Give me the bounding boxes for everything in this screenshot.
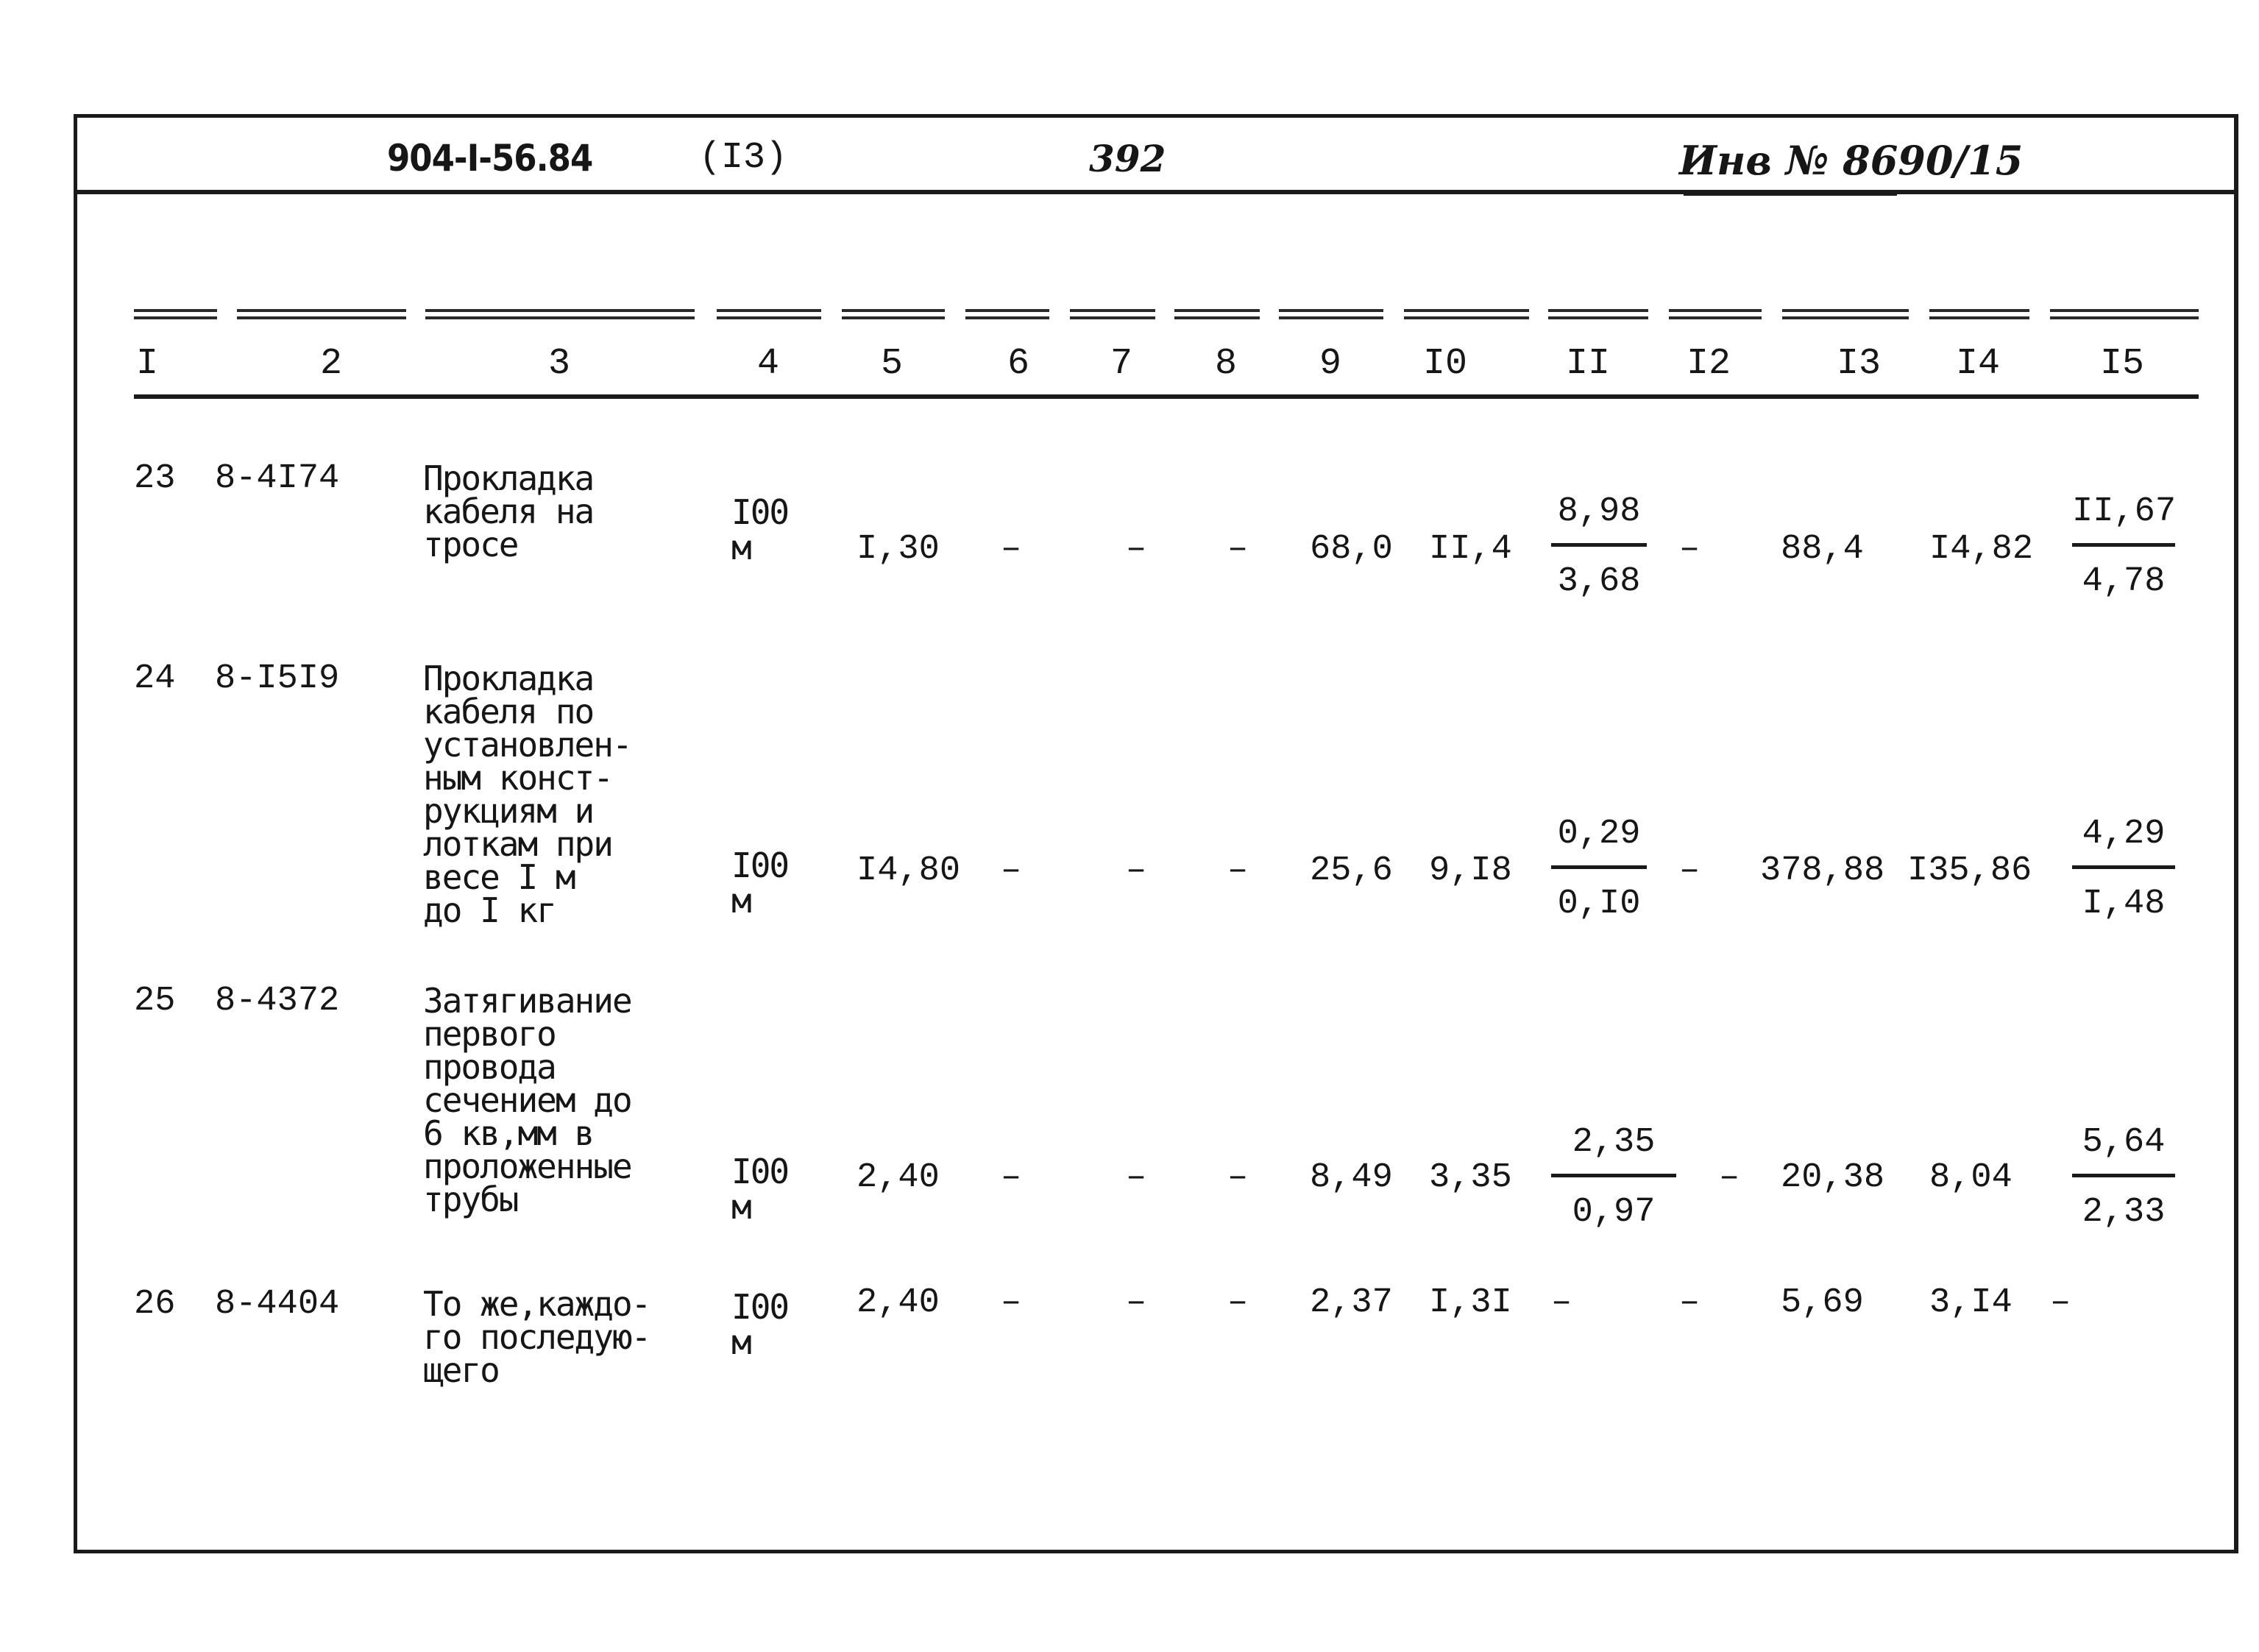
quantity: 2,40 — [857, 1283, 940, 1322]
fraction-numerator: 2,35 — [1572, 1123, 1656, 1162]
double-rule-segment — [1404, 309, 1529, 319]
cell-dash: – — [1001, 851, 1022, 890]
fraction-denominator: 2,33 — [2082, 1193, 2166, 1232]
cell-dash: – — [1679, 851, 1701, 890]
cell-value: 378,88 — [1760, 851, 1885, 890]
fraction-col-11 — [1551, 814, 1647, 925]
fraction-bar — [2072, 543, 2175, 547]
column-number: I5 — [2099, 343, 2144, 385]
cell-dash: – — [2050, 1283, 2071, 1322]
fraction-col-11 — [1551, 1122, 1676, 1233]
fraction-bar — [2072, 865, 2175, 869]
double-rule-segment — [717, 309, 821, 319]
fraction-numerator: 8,98 — [1557, 492, 1641, 531]
fraction-denominator: 0,97 — [1572, 1193, 1656, 1232]
unit-of-measure: I00 м — [731, 1152, 789, 1227]
double-rule-segment — [1782, 309, 1909, 319]
double-rule-segment — [965, 309, 1049, 319]
cell-value: II,4 — [1429, 530, 1512, 569]
sheet-number: (I3) — [699, 137, 788, 179]
double-rule-segment — [1669, 309, 1762, 319]
fraction-numerator: 5,64 — [2082, 1123, 2166, 1162]
fraction-denominator: 4,78 — [2082, 562, 2166, 601]
double-rule-segment — [134, 309, 217, 319]
cell-dash: – — [1001, 1158, 1022, 1197]
inventory-number: Инв № 8690/15 — [1679, 137, 2024, 184]
column-number: I0 — [1422, 343, 1467, 385]
cell-dash: – — [1719, 1158, 1740, 1197]
cell-dash: – — [1551, 1283, 1572, 1322]
estimate-code: 8-I5I9 — [215, 659, 340, 698]
row-number: 24 — [134, 659, 176, 698]
cell-value: 25,6 — [1310, 851, 1393, 890]
cell-value: 9,I8 — [1429, 851, 1512, 890]
double-rule-segment — [1548, 309, 1648, 319]
column-number: I — [135, 343, 158, 385]
estimate-code: 8-4404 — [215, 1285, 340, 1324]
cell-value: 8,04 — [1929, 1158, 2012, 1197]
cell-dash: – — [1679, 530, 1701, 569]
cell-dash: – — [1227, 851, 1249, 890]
cell-value: 68,0 — [1310, 530, 1393, 569]
column-number: 5 — [880, 343, 903, 385]
estimate-code: 8-4372 — [215, 982, 340, 1021]
cell-dash: – — [1227, 1158, 1249, 1197]
fraction-denominator: 3,68 — [1557, 562, 1641, 601]
fraction-denominator: I,48 — [2082, 885, 2166, 924]
cell-dash: – — [1227, 530, 1249, 569]
column-number: I3 — [1836, 343, 1881, 385]
row-number: 23 — [134, 459, 176, 498]
cell-dash: – — [1227, 1283, 1249, 1322]
column-number: I4 — [1955, 343, 2000, 385]
double-rule-segment — [2050, 309, 2199, 319]
fraction-numerator: II,67 — [2072, 492, 2177, 531]
fraction-bar — [1551, 1174, 1676, 1177]
quantity: I,30 — [857, 530, 940, 569]
double-rule-segment — [1174, 309, 1260, 319]
fraction-numerator: 0,29 — [1557, 815, 1641, 854]
column-number: II — [1565, 343, 1610, 385]
double-rule-segment — [1279, 309, 1383, 319]
cell-value: I35,86 — [1907, 851, 2032, 890]
inventory-underline — [1684, 193, 1897, 196]
column-number: 7 — [1110, 343, 1132, 385]
quantity: 2,40 — [857, 1158, 940, 1197]
double-rule-segment — [425, 309, 695, 319]
cell-dash: – — [1126, 851, 1147, 890]
cell-dash: – — [1126, 530, 1147, 569]
double-rule-segment — [1070, 309, 1155, 319]
page-frame — [74, 114, 2238, 1553]
header-rule — [74, 190, 2238, 194]
row-number: 26 — [134, 1285, 176, 1324]
cell-value: 20,38 — [1781, 1158, 1885, 1197]
column-number: 4 — [756, 343, 779, 385]
estimate-code: 8-4I74 — [215, 459, 340, 498]
work-description: Затягивание первого провода сечением до 6 кв,мм в проложенные трубы — [423, 981, 631, 1219]
fraction-col-15 — [2072, 492, 2175, 603]
row-number: 25 — [134, 982, 176, 1021]
fraction-numerator: 4,29 — [2082, 815, 2166, 854]
column-number: 6 — [1007, 343, 1029, 385]
double-rule-segment — [842, 309, 945, 319]
cell-dash: – — [1126, 1158, 1147, 1197]
fraction-bar — [1551, 543, 1647, 547]
fraction-denominator: 0,I0 — [1557, 885, 1641, 924]
document-code: 904-I-56.84 — [387, 137, 593, 180]
column-number: 9 — [1319, 343, 1341, 385]
cell-value: 3,35 — [1429, 1158, 1512, 1197]
fraction-bar — [1551, 865, 1647, 869]
cell-value: 5,69 — [1781, 1283, 1864, 1322]
fraction-col-11 — [1551, 492, 1647, 603]
column-number: 8 — [1214, 343, 1237, 385]
page-number: 392 — [1089, 137, 1166, 180]
column-number: 3 — [547, 343, 570, 385]
quantity: I4,80 — [857, 851, 961, 890]
column-number: I2 — [1686, 343, 1731, 385]
column-number: 2 — [319, 343, 342, 385]
fraction-bar — [2072, 1174, 2175, 1177]
column-header-rule — [134, 394, 2199, 399]
cell-value: 8,49 — [1310, 1158, 1393, 1197]
work-description: Прокладка кабеля на тросе — [423, 458, 594, 564]
cell-value: 3,I4 — [1929, 1283, 2012, 1322]
cell-value: 2,37 — [1310, 1283, 1393, 1322]
cell-value: I,3I — [1429, 1283, 1512, 1322]
cell-value: I4,82 — [1929, 530, 2034, 569]
fraction-col-15 — [2072, 814, 2175, 925]
cell-dash: – — [1001, 530, 1022, 569]
unit-of-measure: I00 м — [731, 492, 789, 567]
double-rule-segment — [237, 309, 406, 319]
cell-value: 88,4 — [1781, 530, 1864, 569]
cell-dash: – — [1001, 1283, 1022, 1322]
cell-dash: – — [1679, 1283, 1701, 1322]
unit-of-measure: I00 м — [731, 846, 789, 921]
unit-of-measure: I00 м — [731, 1287, 789, 1362]
cell-dash: – — [1126, 1283, 1147, 1322]
double-rule-segment — [1929, 309, 2029, 319]
fraction-col-15 — [2072, 1122, 2175, 1233]
work-description: Прокладка кабеля по установлен- ным конст- рукциям и лоткам при весе I м до I кг — [423, 659, 631, 930]
work-description: То же,каждо- го последую- щего — [423, 1284, 650, 1390]
